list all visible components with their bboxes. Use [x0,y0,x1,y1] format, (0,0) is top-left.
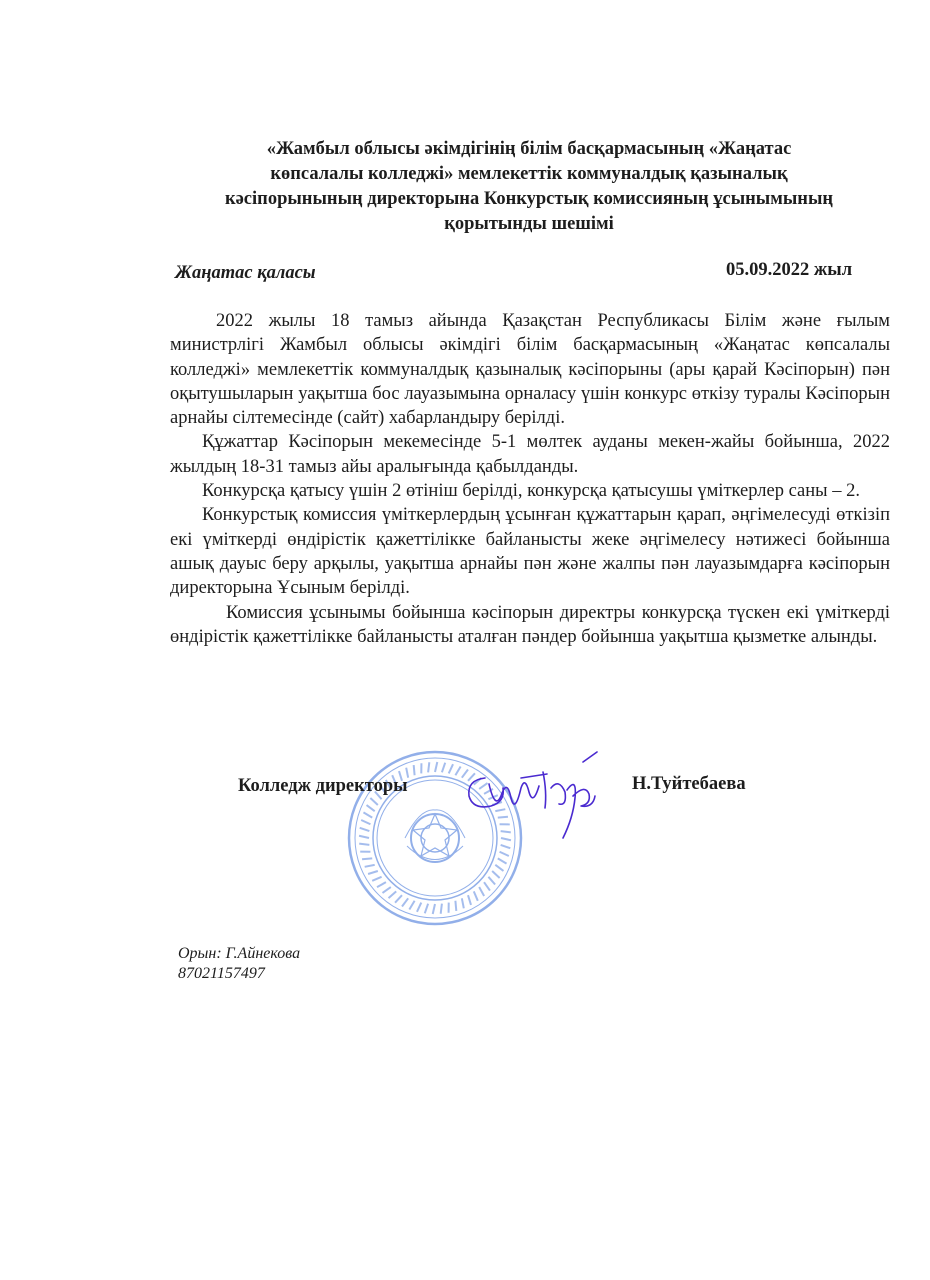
seal-letter-mark [479,887,484,896]
city-name: Жаңатас қаласы [175,263,316,283]
title-line: көпсалалы колледжі» мемлекеттік коммуналдық қазыналық [270,164,788,184]
document-title [165,137,893,237]
seal-letter-mark [363,812,372,817]
seal-letter-mark [474,891,478,900]
seal-letter-mark [402,898,408,906]
signature-icon [455,748,615,843]
executor-phone: 87021157497 [178,965,265,982]
seal-letter-mark [425,904,428,914]
seal-letter-mark [455,901,456,911]
title-line: қорытынды шешімі [444,214,614,234]
seal-letter-mark [417,903,421,912]
seal-letter-mark [484,882,490,890]
executor-info [178,944,300,984]
seal-letter-mark [389,891,397,898]
paragraph: Құжаттар Кәсіпорын мекемесінде 5-1 мөлтек ауданы мекен-жайы бойынша, 2022 жылдың 18-31 тамыз айы аралығында қабылданды. [170,432,890,477]
seal-letter-mark [368,871,378,874]
seal-letter-mark [442,763,445,773]
seal-letter-mark [498,858,507,863]
seal-letter-mark [377,882,386,887]
seal-letter-mark [501,845,511,848]
seal-letter-mark [495,865,503,871]
seal-letter-mark [414,765,415,775]
seal-letter-mark [365,865,375,867]
signature-label: Колледж директоры [238,776,408,796]
seal-letter-mark [360,828,370,831]
seal-letter-mark [359,844,369,845]
document-body [170,309,890,649]
document-date: 05.09.2022 жыл [726,260,853,280]
seal-letter-mark [462,898,464,908]
seal-letter-mark [370,798,377,805]
seal-letter-mark [409,901,414,910]
signatory-name: Н.Туйтебаева [632,774,746,794]
seal-letter-mark [433,904,435,914]
seal-letter-mark [362,858,372,859]
title-line: кәсіпорынының директорына Конкурстық комиссияның ұсынымының [224,189,834,209]
paragraph: Конкурсқа қатысу үшін 2 өтініш берілді, конкурсқа қатысушы үміткерлер саны – 2. [202,481,860,502]
seal-letter-mark [372,877,381,881]
executor-name: Орын: Г.Айнекова [178,945,301,962]
seal-letter-mark [441,904,442,914]
seal-letter-mark [359,836,369,838]
seal-letter-mark [361,820,370,824]
seal-letter-mark [492,871,499,878]
seal-letter-mark [488,877,495,885]
title-line: «Жамбыл облысы әкімдігінің білім басқармасының «Жаңатас [266,139,792,159]
seal-letter-mark [395,895,402,902]
seal-letter-mark [367,805,375,811]
seal-letter-mark [500,852,509,856]
seal-letter-mark [382,887,390,893]
seal-letter-mark [468,895,471,905]
paragraph: Комиссия ұсынымы бойынша кәсіпорын директры конкурсқа түскен екі үміткерді өндірістік қажеттілікке байланысты аталған пәндер бойынша уақытша қызметке алынды. [170,602,890,647]
seal-letter-mark [428,762,429,772]
paragraph: Конкурстық комиссия үміткерлердың ұсынған құжаттарын қарап, әңгімелесуді өткізіп екі үміткерді өндірістік қажеттілікке байланысты жеке әңгімелесу нәтижесі бойынша ашық дауыс беру арқылы, уақытша арнайы пән және жалпы пән лауазымдарға кәсіпорын директорына Ұсыным берілді. [170,505,890,599]
paragraph: 2022 жылы 18 тамыз айында Қазақстан Республикасы Білім және ғылым министрлігі Жамбыл облысы әкімдігі білім басқармасының «Жаңатас көпсалалы колледжі» мемлекеттік коммуналдық қазыналық кәсіпорыны (ары қарай Кәсіпорын) пән оқытушыларын уақытша бос лауазымына орналасу үшін конкурс өткізу туралы Кәсіпорын арнайы сілтемесінде (сайт) хабарландыру берілді. [170,311,890,429]
seal-letter-mark [449,764,453,773]
seal-letter-mark [435,762,437,772]
